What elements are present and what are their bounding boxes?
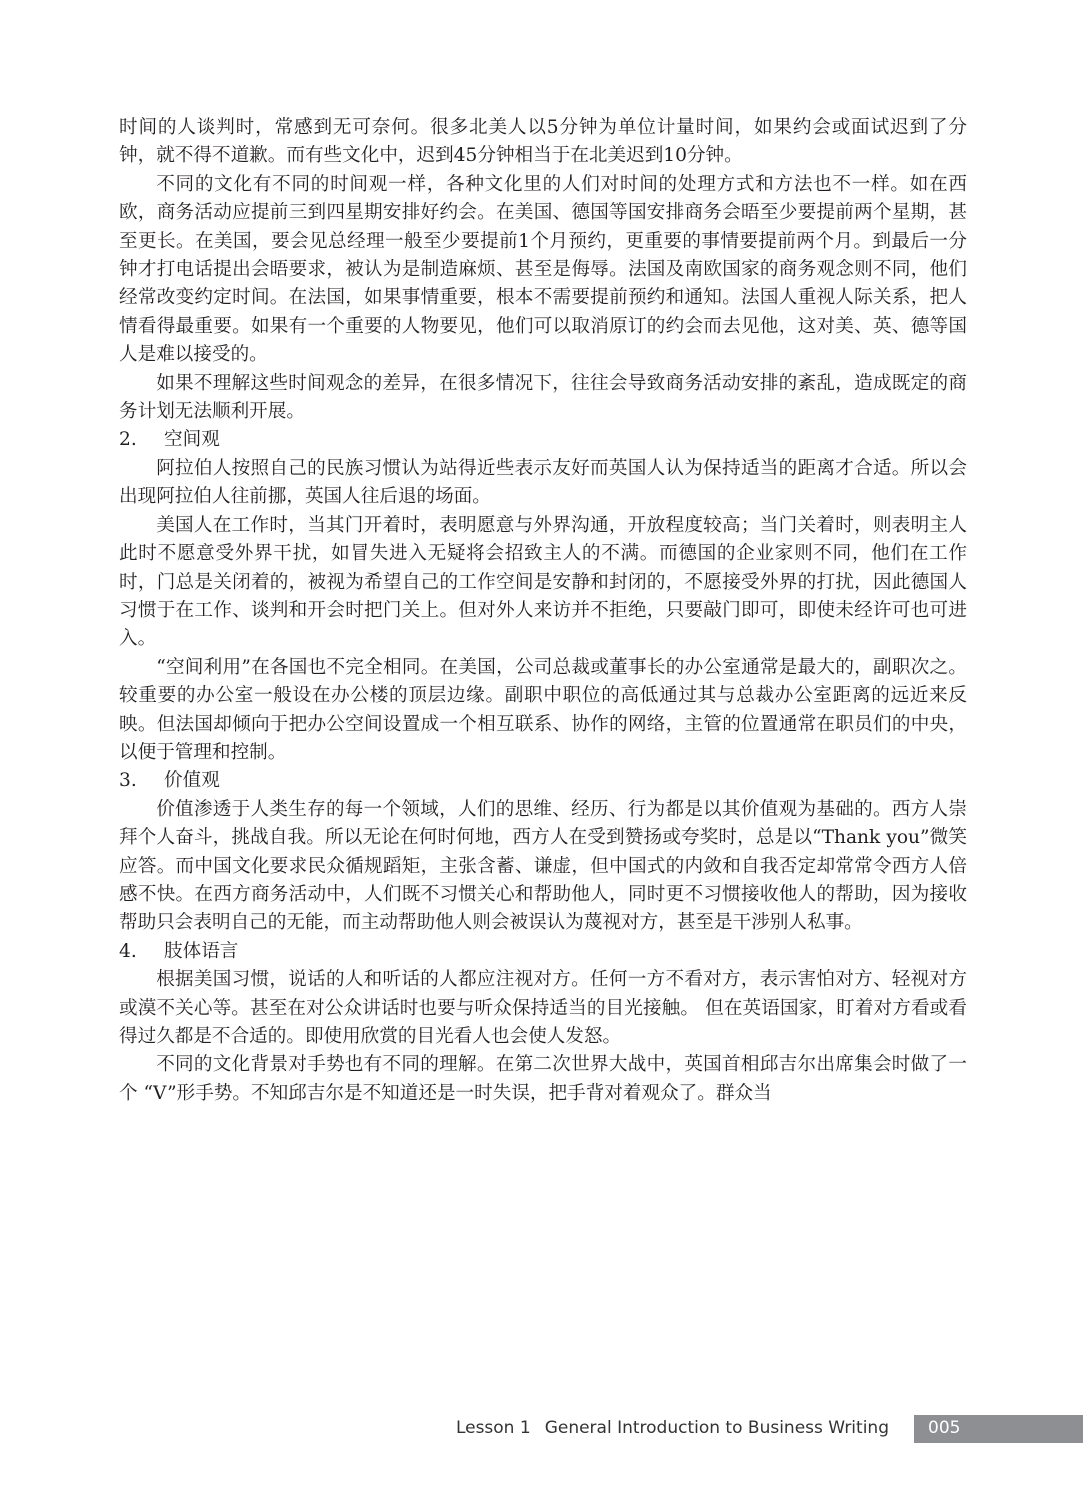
paragraph: “空间利用”在各国也不完全相同。在美国，公司总裁或董事长的办公室通常是最大的，副职次之。较重要的办公室一般设在办公楼的顶层边缘。副职中职位的高低通过其与总裁办公室距离的远近来反映。但法国却倾向于把办公空间设置成一个相互联系、协作的网络，主管的位置通常在职员们的中央，以便于管理和控制。: [119, 656, 967, 763]
paragraph: 不同的文化背景对手势也有不同的理解。在第二次世界大战中，英国首相邱吉尔出席集会时做了一个 “V”形手势。不知邱吉尔是不知道还是一时失误，把手背对着观众了。群众当: [119, 1054, 967, 1104]
page-number-tab: [914, 1415, 1083, 1443]
section-number: 3.: [119, 770, 137, 792]
paragraph: 阿拉伯人按照自己的民族习惯认为站得近些表示友好而英国人认为保持适当的距离才合适。所以会出现阿拉伯人往前挪，英国人往后退的场面。: [119, 457, 967, 508]
paragraph: 如果不理解这些时间观念的差异，在很多情况下，往往会导致商务活动安排的紊乱，造成既定的商务计划无法顺利开展。: [119, 372, 967, 423]
page-body: [119, 114, 967, 1108]
section-heading: [119, 767, 967, 795]
paragraph: 价值渗透于人类生存的每一个领域，人们的思维、经历、行为都是以其价值观为基础的。西方人崇拜个人奋斗，挑战自我。所以无论在何时何地，西方人在受到赞扬或夸奖时，总是以“Thank you”微笑应答。而中国文化要求民众循规蹈矩，主张含蓄、谦虚，但中国式的内敛和自我否定却常常令西方人倍感不快。在西方商务活动中，人们既不习惯关心和帮助他人，同时更不习惯接收他人的帮助，因为接收帮助只会表明自己的无能，而主动帮助他人则会被误认为蔑视对方，甚至是干涉别人私事。: [119, 798, 967, 934]
section-number: 4.: [119, 940, 137, 962]
paragraph: 不同的文化有不同的时间观一样，各种文化里的人们对时间的处理方式和方法也不一样。如在西欧，商务活动应提前三到四星期安排好约会。在美国、德国等国安排商务会晤至少要提前两个星期，甚至更长。在美国，要会见总经理一般至少要提前1个月预约，更重要的事情要提前两个月。到最后一分钟才打电话提出会晤要求，被认为是制造麻烦、甚至是侮辱。法国及南欧国家的商务观念则不同，他们经常改变约定时间。在法国，如果事情重要，根本不需要提前预约和通知。法国人重视人际关系，把人情看得最重要。如果有一个重要的人物要见，他们可以取消原订的约会而去见他，这对美、英、德等国人是难以接受的。: [119, 173, 967, 366]
section-title: 肢体语言: [164, 940, 239, 962]
paragraph: 美国人在工作时，当其门开着时，表明愿意与外界沟通，开放程度较高；当门关着时，则表明主人此时不愿意受外界干扰，如冒失进入无疑将会招致主人的不满。而德国的企业家则不同，他们在工作时，门总是关闭着的，被视为希望自己的工作空间是安静和封闭的，不愿接受外界的打扰，因此德国人习惯于在工作、谈判和开会时把门关上。但对外人来访并不拒绝，只要敲门即可，即使未经许可也可进入。: [119, 514, 967, 650]
paragraph: 时间的人谈判时，常感到无可奈何。很多北美人以5分钟为单位计量时间，如果约会或面试迟到了分钟，就不得不道歉。而有些文化中，迟到45分钟相当于在北美迟到10分钟。: [119, 117, 967, 167]
lesson-title: General Introduction to Business Writing: [544, 1418, 889, 1438]
paragraph: 根据美国习惯，说话的人和听话的人都应注视对方。任何一方不看对方，表示害怕对方、轻视对方或漠不关心等。甚至在对公众讲话时也要与听众保持适当的目光接触。 但在英语国家，盯着对方看或看得过久都是不合适的。即使用欣赏的目光看人也会使人发怒。: [119, 969, 967, 1047]
page-number: 005: [928, 1418, 961, 1438]
section-title: 价值观: [164, 770, 220, 792]
section-number: 2.: [119, 429, 137, 451]
running-footer: [456, 1418, 889, 1438]
section-heading: [119, 426, 967, 454]
section-heading: [119, 938, 967, 966]
page-footer: [0, 1415, 1083, 1445]
lesson-label: Lesson 1: [455, 1418, 531, 1438]
section-title: 空间观: [164, 429, 220, 451]
